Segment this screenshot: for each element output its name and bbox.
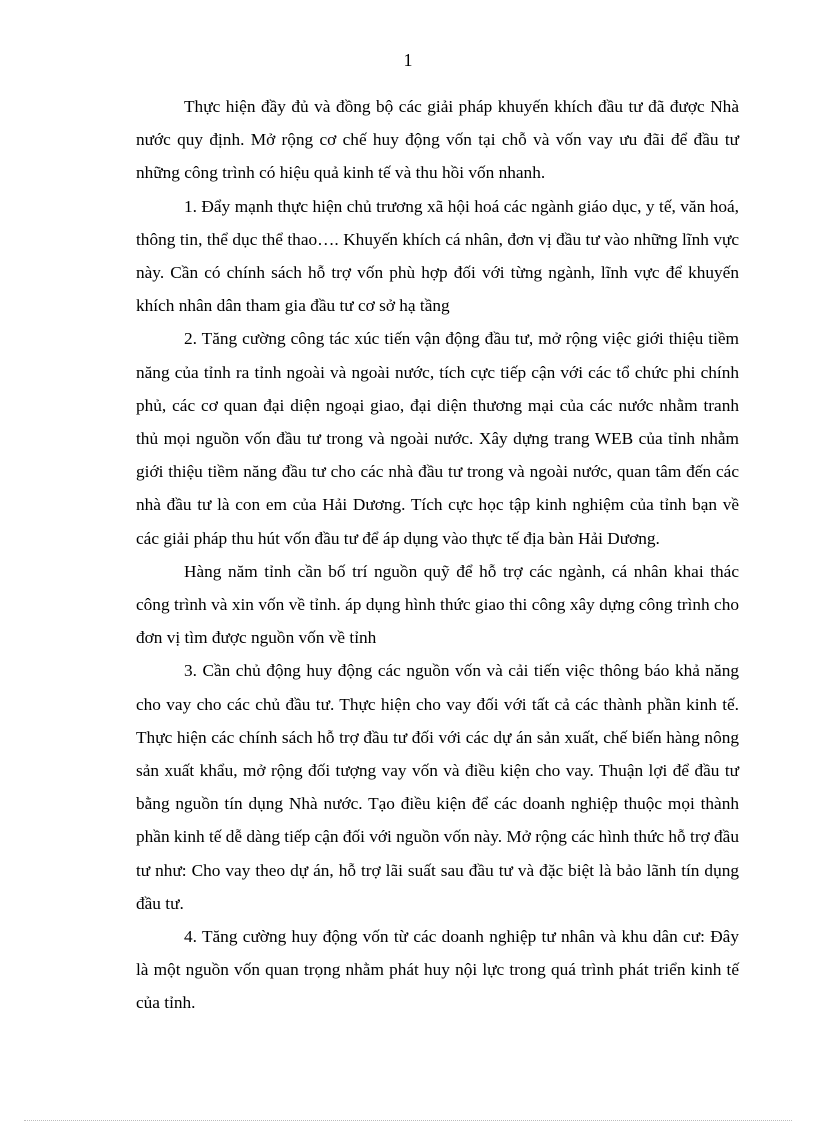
page-bottom-divider (24, 1120, 792, 1121)
document-body (136, 90, 739, 1020)
paragraph-intro: Thực hiện đầy đủ và đồng bộ các giải pháp khuyến khích đầu tư đã được Nhà nước quy định. Mở rộng cơ chế huy động vốn tại chỗ và vốn vay ưu đãi để đầu tư những công trình có hiệu quả kinh tế và thu hồi vốn nhanh. (136, 97, 739, 183)
paragraph-item-4: 4. Tăng cường huy động vốn từ các doanh nghiệp tư nhân và khu dân cư: Đây là một nguồn vốn quan trọng nhằm phát huy nội lực trong quá trình phát triển kinh tế của tỉnh. (136, 927, 739, 1013)
paragraph-annual-fund: Hàng năm tỉnh cần bố trí nguồn quỹ để hỗ trợ các ngành, cá nhân khai thác công trình và xin vốn về tỉnh. áp dụng hình thức giao thi công xây dựng công trình cho đơn vị tìm được nguồn vốn về tỉnh (136, 561, 739, 648)
paragraph-item-1: 1. Đẩy mạnh thực hiện chủ trương xã hội hoá các ngành giáo dục, y tế, văn hoá, thông tin, thể dục thể thao…. Khuyến khích cá nhân, đơn vị đầu tư vào những lĩnh vực này. Cần có chính sách hỗ trợ vốn phù hợp đối với từng ngành, lĩnh vực để khuyến khích nhân dân tham gia đầu tư cơ sở hạ tầng (136, 196, 739, 316)
paragraph-item-2: 2. Tăng cường công tác xúc tiến vận động đầu tư, mở rộng việc giới thiệu tiềm năng của tỉnh ra tỉnh ngoài và ngoài nước, tích cực tiếp cận với các tổ chức phi chính phủ, các cơ quan đại diện ngoại giao, đại diện thương mại của các nước nhằm tranh thủ mọi nguồn vốn đầu tư trong và ngoài nước. Xây dựng trang WEB của tỉnh nhằm giới thiệu tiềm năng đầu tư cho các nhà đầu tư trong và ngoài nước, quan tâm đến các nhà đầu tư là con em của Hải Dương. Tích cực học tập kinh nghiệm của tỉnh bạn về các giải pháp thu hút vốn đầu tư để áp dụng vào thực tế địa bàn Hải Dương. (136, 329, 739, 548)
page-number: 1 (403, 50, 413, 70)
paragraph-item-3: 3. Cần chủ động huy động các nguồn vốn và cải tiến việc thông báo khả năng cho vay cho các chủ đầu tư. Thực hiện cho vay đối với tất cả các thành phần kinh tế. Thực hiện các chính sách hỗ trợ đầu tư đối với các dự án sản xuất, chế biến hàng nông sản xuất khẩu, mở rộng đối tượng vay vốn và điều kiện cho vay. Thuận lợi để đầu tư bằng nguồn tín dụng Nhà nước. Tạo điều kiện để các doanh nghiệp thuộc mọi thành phần kinh tế dễ dàng tiếp cận đối với nguồn vốn này. Mở rộng các hình thức hỗ trợ đầu tư như: Cho vay theo dự án, hỗ trợ lãi suất sau đầu tư và đặc biệt là bảo lãnh tín dụng đầu tư. (136, 661, 739, 913)
